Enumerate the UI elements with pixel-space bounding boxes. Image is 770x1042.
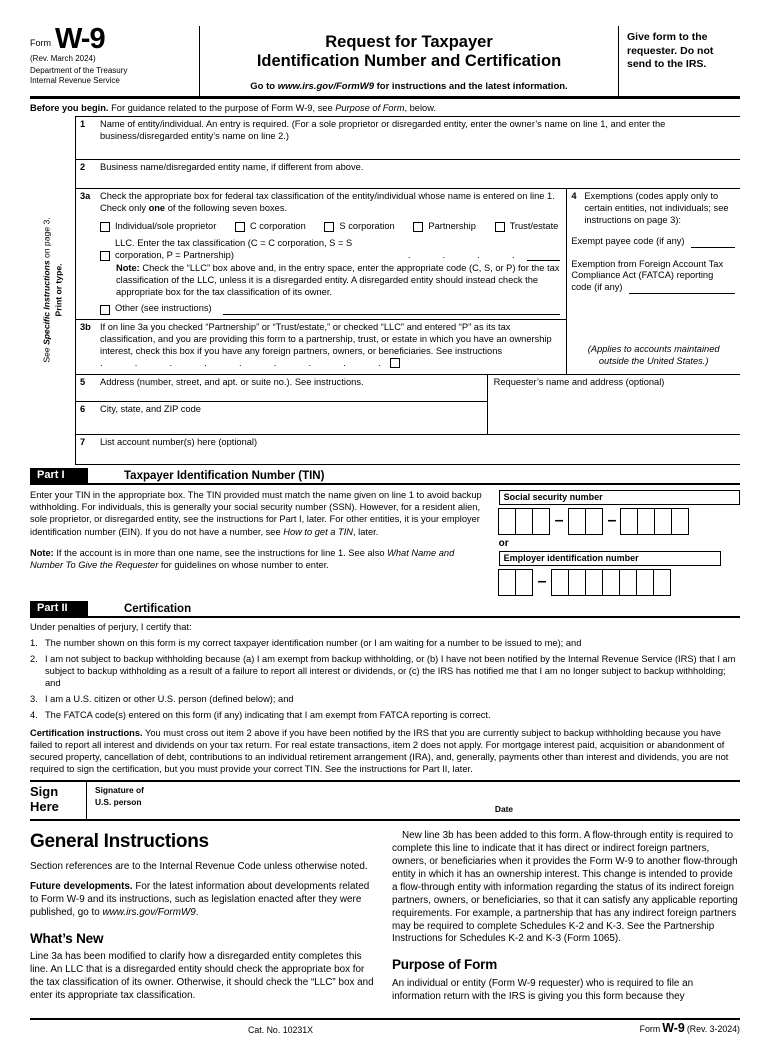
whats-new-title: What’s New [30, 930, 104, 946]
line6-number: 6 [80, 403, 86, 414]
sidebar-print-or-type: Print or type. [52, 263, 63, 317]
give-form-note: Give form to the requester. Do not send to the IRS. [618, 26, 740, 96]
line2-number: 2 [80, 161, 86, 172]
trust-estate-label: Trust/estate [509, 220, 559, 231]
part1-body [30, 485, 740, 598]
general-instructions-title: General Instructions [30, 831, 209, 853]
instructions-right-column [392, 830, 740, 1010]
cert-item-1-text: The number shown on this form is my correct taxpayer identification number (or I am waiting for a number to be issued to me); and [45, 637, 582, 648]
exempt-payee-entry[interactable] [691, 237, 735, 248]
form-fields-box [75, 116, 740, 465]
line2-entry[interactable] [100, 162, 734, 187]
requester-label: Requester’s name and address (optional) [493, 376, 665, 387]
s-corporation-checkbox[interactable] [324, 222, 334, 232]
goto-url[interactable]: www.irs.gov/FormW9 [277, 80, 374, 92]
line3a-label-one: one [148, 202, 166, 213]
line7-row [76, 435, 740, 464]
c-corporation-checkbox[interactable] [235, 222, 245, 232]
or-label: or [498, 537, 509, 549]
part1-p1-text: Enter your TIN in the appropriate box. The TIN provided must match the name given on line 1 to avoid backup withholding. For individuals, this is generally your social security number (SSN). However, for a resident alien, sole proprietor, or disregarded entity, see the instructions for Part I, later. For other entities, it is your employer identification number (EIN). If you do not have a number, see [30, 489, 482, 537]
llc-code-entry[interactable] [527, 250, 561, 261]
part1-note-italic: What Name and Number To Give the Requester [30, 547, 455, 571]
dept-irs: Internal Revenue Service [30, 76, 120, 86]
cert-item-1-num: 1. [30, 637, 38, 648]
footer-revision: (Rev. 3-2024) [686, 1024, 740, 1035]
future-developments-paragraph [30, 881, 378, 920]
fatca-code-entry[interactable] [629, 283, 735, 294]
form-title-line2: Identification Number and Certification [256, 52, 562, 71]
line1-row [76, 117, 740, 160]
part1-note-t2: for guidelines on whose number to enter. [158, 560, 329, 571]
future-developments-bold: Future developments. [30, 880, 133, 892]
line7-label: List account number(s) here (optional) [100, 436, 258, 447]
classification-column [76, 189, 567, 374]
trust-estate-checkbox[interactable] [495, 222, 505, 232]
ssn-label-box: Social security number [499, 490, 740, 505]
foreign-partners-checkbox[interactable] [390, 358, 400, 368]
here-word: Here [30, 798, 59, 814]
line2-row [76, 160, 740, 189]
certification-intro: Under penalties of perjury, I certify that: [30, 621, 192, 632]
partnership-checkbox[interactable] [413, 222, 423, 232]
cert-item-3-num: 3. [30, 693, 38, 704]
cert-item-4-num: 4. [30, 709, 38, 720]
line6-entry[interactable] [100, 404, 481, 433]
line3b-number: 3b [80, 321, 91, 332]
c-corporation-label: C corporation [249, 220, 306, 231]
part2-header [30, 601, 740, 618]
line4-number: 4 [571, 190, 577, 201]
line3a-label-1: Check the appropriate box for federal tax classification of the entity/individual whose name is entered on line 1. Check only [100, 190, 555, 213]
footer-form-word: Form [639, 1024, 661, 1035]
cert-item-3-text: I am a U.S. citizen or other U.S. person (defined below); and [45, 693, 294, 704]
ssn-dash1: – [554, 512, 564, 530]
cert-item-3 [30, 693, 740, 705]
line1-number: 1 [80, 118, 86, 129]
line1-label: Name of entity/individual. An entry is required. (For a sole proprietor or disregarded entity, enter the owner’s name on line 1, and enter the business/disregarded entity’s name on line 2.) [100, 118, 666, 141]
part1-header [30, 468, 740, 485]
llc-label: LLC. Enter the tax classification (C = C corporation, S = S corporation, P = Partnership) [115, 237, 353, 260]
line2-label: Business name/disregarded entity name, if different from above. [100, 161, 364, 172]
classification-section [76, 189, 740, 375]
signature-label-line2: U.S. person [95, 796, 142, 807]
fatca-code-line [567, 282, 740, 294]
form-main-area [30, 116, 740, 465]
part1-text [30, 489, 499, 596]
form-title-line1: Request for Taxpayer [325, 33, 493, 51]
llc-dot-leader: . . . . [407, 249, 516, 260]
purpose-of-form-paragraph: An individual or entity (Form W-9 requester) who is required to file an information return with the IRS is giving you this form because they [392, 977, 694, 1002]
before-t1: For guidance related to the purpose of Form W-9, see [108, 102, 336, 113]
line5-number: 5 [80, 376, 86, 387]
part1-p1-italic: How to get a TIN [283, 526, 353, 537]
exempt-payee-line [567, 236, 740, 248]
sidebar-page3: on page 3. [40, 217, 51, 261]
line5-entry[interactable] [100, 377, 481, 400]
address-column [76, 375, 488, 434]
form-id-block [30, 23, 200, 96]
goto-line [214, 81, 604, 92]
exemptions-column [567, 189, 740, 374]
part1-paragraph1 [30, 489, 487, 538]
goto-prefix: Go to [250, 80, 278, 92]
part1-badge: Part I [30, 468, 88, 483]
sidebar-column [30, 116, 75, 465]
line4-label: Exemptions (codes apply only to certain entities, not individuals; see instructions on page 3): [584, 190, 729, 225]
part2-badge: Part II [30, 601, 88, 616]
other-row [100, 303, 560, 315]
cert-instructions-bold: Certification instructions. [30, 727, 143, 738]
cert-item-2-num: 2. [30, 653, 38, 664]
form-word: Form [30, 38, 51, 49]
form-revision: (Rev. March 2024) [30, 54, 96, 64]
other-checkbox[interactable] [100, 305, 110, 315]
line3b-label: If on line 3a you checked “Partnership” or “Trust/estate,” or checked “LLC” and entered “P” as its tax classification, and you are providing this form to a partnership, trust, or estate in which you have an ownership interest, check this box if you have any foreign partners, owners, or beneficiaries. See instructions [100, 321, 552, 356]
line5-row [76, 375, 487, 402]
partnership-label: Partnership [428, 220, 476, 231]
llc-note [116, 263, 560, 299]
line3b-dot-leader: . . . . . . . . . [100, 357, 382, 368]
individual-checkbox[interactable] [100, 222, 110, 232]
signature-area [86, 782, 740, 819]
ssn-cells[interactable] [499, 508, 740, 535]
address-section [76, 375, 740, 435]
other-entry[interactable] [223, 304, 561, 315]
goto-suffix: for instructions and the latest information. [373, 80, 568, 92]
dept-treasury: Department of the Treasury [30, 66, 128, 76]
ein-label-box: Employer identification number [499, 551, 721, 566]
fatca-label: Exemption from Foreign Account Tax Compliance Act (FATCA) reporting [571, 258, 724, 281]
footer-form-number: W-9 [662, 1020, 685, 1035]
signature-label-line1: Signature of [95, 785, 144, 796]
before-t2: , below. [404, 102, 436, 113]
cert-item-2-text: I am not subject to backup withholding because (a) I am exempt from backup withholding, or (b) I have not been notified by the Internal Revenue Service (IRS) that I am subject to backup withholding as a result of a failure to report all interest or dividends, or (c) the IRS has notified me that I am no longer subject to backup withholding; and [45, 653, 736, 688]
llc-checkbox[interactable] [100, 251, 110, 261]
line3a-label-2: of the following seven boxes. [165, 202, 288, 213]
part1-title: Taxpayer Identification Number (TIN) [124, 469, 325, 482]
line6-row [76, 402, 487, 434]
line7-entry[interactable] [100, 437, 734, 463]
future-developments-url[interactable]: www.irs.gov/FormW9 [102, 906, 196, 918]
exempt-payee-label: Exempt payee code (if any) [571, 235, 685, 246]
whats-new-paragraph: Line 3a has been modified to clarify how a disregarded entity completes this line. An LLC that is a disregarded entity should check the appropriate box for the tax classification of its owner. Otherwise, it should check the “LLC” box and enter its appropriate tax classification. [30, 951, 374, 1001]
cert-item-4-text: The FATCA code(s) entered on this form (if any) indicating that I am exempt from FATCA reporting is correct. [45, 709, 491, 720]
before-italic: Purpose of Form [335, 102, 405, 113]
line3b-row [76, 319, 566, 374]
sign-word: Sign [30, 784, 59, 800]
part1-p1-end: , later. [353, 526, 379, 537]
page-footer [30, 1018, 740, 1042]
line3a-row [76, 189, 566, 319]
line4-row [567, 189, 740, 227]
form-title-block [200, 26, 618, 96]
line7-number: 7 [80, 436, 86, 447]
line3a-number: 3a [80, 190, 91, 201]
cert-item-1 [30, 637, 740, 649]
section-references-paragraph: Section references are to the Internal Revenue Code unless otherwise noted. [30, 861, 368, 873]
ssn-dash2: – [607, 512, 617, 530]
part2-title: Certification [124, 602, 192, 615]
cert-instructions-text: You must cross out item 2 above if you have been notified by the IRS that you are currently subject to backup withholding because you have failed to report all interest and dividends on your tax return. For real estate transactions, item 2 does not apply. For mortgage interest paid, acquisition or abandonment of secured property, cancellation of debt, contributions to an individual retirement arrangement (IRA), and, generally, payments other than interest and dividends, you are not required to sign the certification, but you must provide your correct TIN. See the instructions for Part II, later. [30, 727, 729, 775]
form-number: W-9 [55, 23, 105, 55]
before-bold: Before you begin. [30, 102, 109, 113]
sidebar-specific-instructions: Specific Instructions [40, 260, 51, 346]
fatca-code-label: code (if any) [571, 282, 623, 293]
tin-entry-area [499, 489, 740, 596]
cert-item-2 [30, 653, 740, 689]
llc-note-text: Check the “LLC” box above and, in the entry space, enter the appropriate code (C, S, or P) for the tax classification of the LLC, unless it is a disregarded entity. A disregarded entity should instead check the appropriate box for the tax classification of its owner. [116, 263, 560, 298]
ein-cells[interactable] [499, 569, 740, 596]
other-label: Other (see instructions) [115, 303, 212, 314]
s-corporation-label: S corporation [339, 220, 395, 231]
fatca-label-wrap [567, 257, 740, 283]
catalog-number: Cat. No. 10231X [248, 1024, 314, 1035]
purpose-of-form-title: Purpose of Form [392, 957, 498, 973]
part1-note [30, 547, 487, 572]
tax-class-checkbox-row [100, 221, 560, 233]
sign-here-label [30, 782, 86, 819]
instructions-section [30, 821, 740, 1010]
signature-entry[interactable] [144, 785, 495, 814]
date-label: Date [494, 804, 514, 815]
llc-row [100, 238, 560, 262]
form-header [30, 23, 740, 99]
individual-label: Individual/sole proprietor [115, 220, 217, 231]
ein-dash: – [537, 573, 547, 591]
certification-instructions [30, 727, 740, 775]
sign-here-row [30, 780, 740, 821]
future-developments-end: . [195, 906, 199, 918]
before-you-begin [30, 99, 740, 116]
line1-entry[interactable] [100, 119, 734, 158]
instructions-left-column [30, 830, 378, 1010]
applies-note: (Applies to accounts maintained outside the United States.) [587, 343, 720, 366]
llc-note-bold: Note: [116, 263, 140, 274]
line3b-added-paragraph: New line 3b has been added to this form. A flow-through entity is required to complete this line to indicate that it has direct or indirect foreign partners, owners, or beneficiaries when it provides the Form W-9 to another flow-through entity in which it has an ownership interest. This change is intended to provide a flow-through entity with information regarding the status of its indirect foreign partners, owners, or beneficiaries, so that it can satisfy any applicable reporting requirements. For example, a partnership that has any indirect foreign partners may be required to complete Schedules K-2 and K-3. See the Partnership Instructions for Schedules K-2 and K-3 (Form 1065). [392, 830, 738, 945]
date-entry[interactable] [495, 785, 740, 814]
cert-item-4 [30, 709, 740, 721]
footer-form-id [640, 1022, 740, 1035]
line6-label: City, state, and ZIP code [100, 403, 201, 414]
print-or-type-note [41, 218, 64, 363]
part1-note-t1: If the account is in more than one name, see the instructions for line 1. See also [53, 547, 388, 558]
signature-label [95, 785, 144, 814]
requester-entry[interactable] [488, 375, 740, 434]
line5-label: Address (number, street, and apt. or suite no.). See instructions. [100, 376, 364, 387]
part1-note-bold: Note: [30, 547, 54, 558]
sidebar-see: See [40, 345, 51, 363]
future-developments-text: For the latest information about developments related to Form W-9 and its instructions, such as legislation enacted after they were published, go to [30, 880, 370, 918]
